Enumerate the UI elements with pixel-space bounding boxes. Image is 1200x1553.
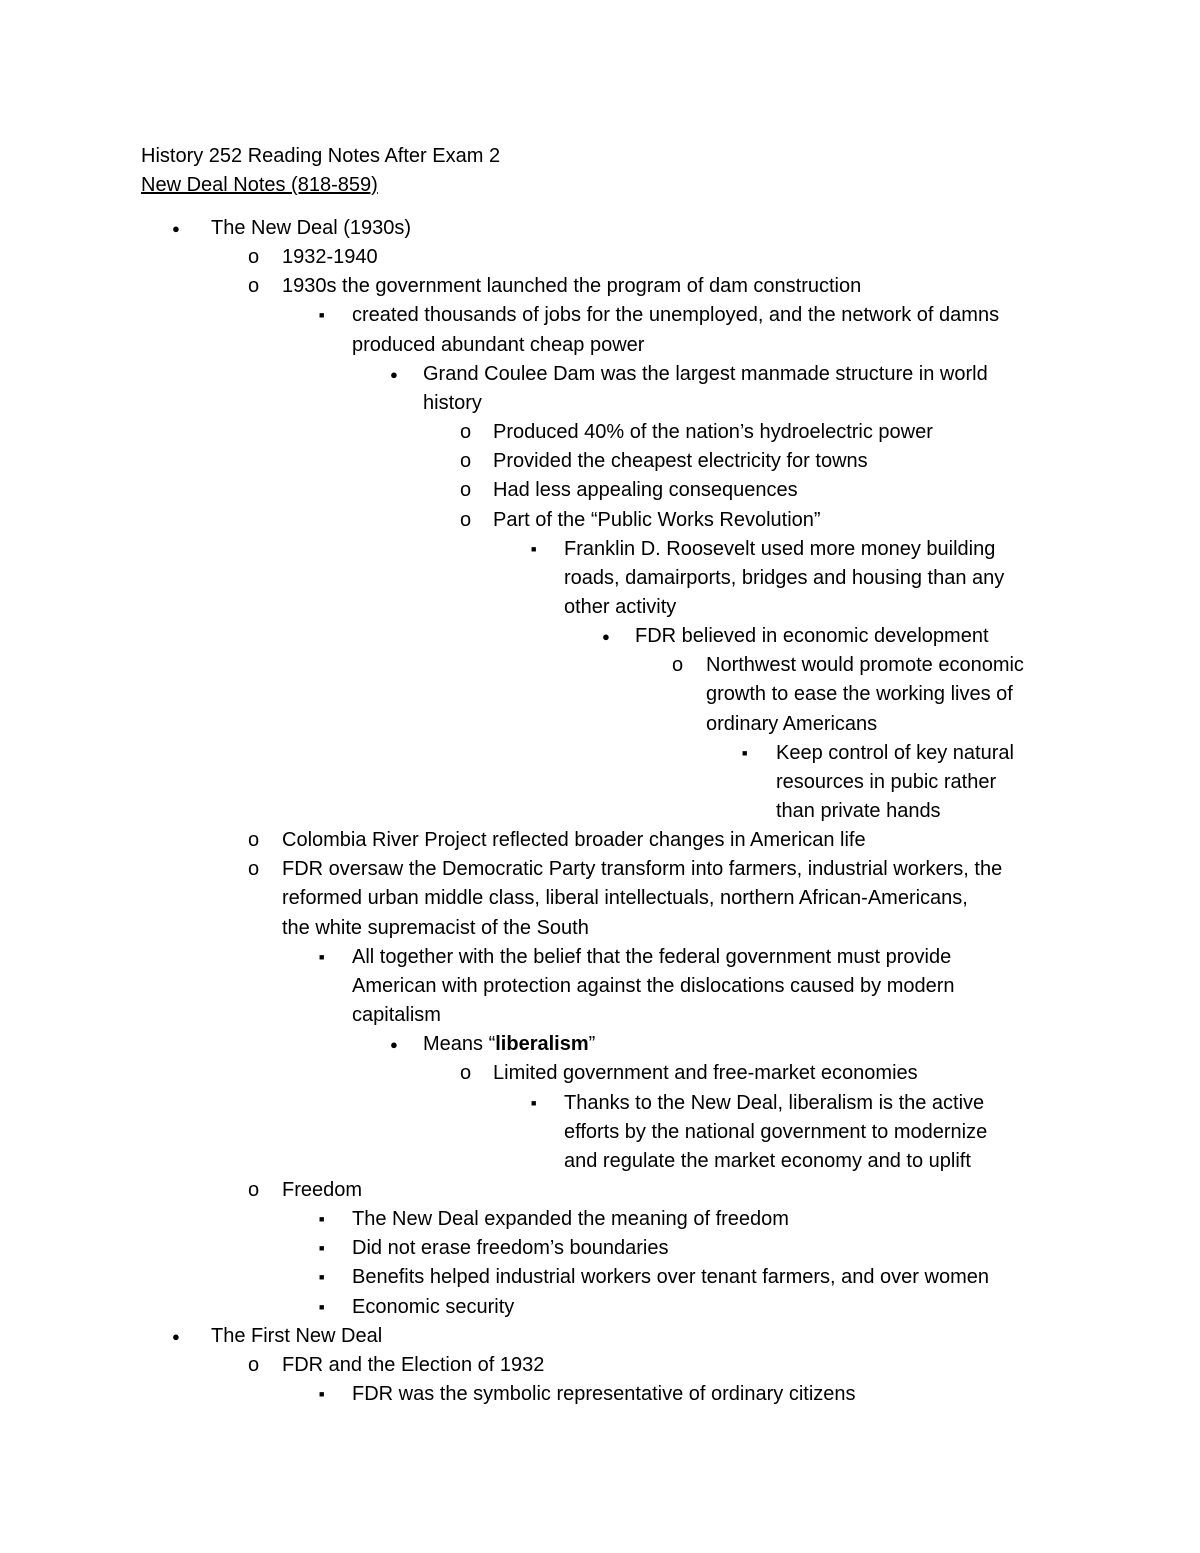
- line-text: All together with the belief that the federal government must provide: [352, 945, 952, 968]
- circle-bullet-icon: o: [248, 858, 260, 881]
- outline-line: [0, 1118, 1200, 1147]
- square-bullet-icon: ■: [319, 951, 325, 962]
- outline-line: [0, 739, 1200, 768]
- outline-text: [423, 1030, 595, 1059]
- square-bullet-icon: ■: [319, 310, 325, 321]
- outline-text: [493, 506, 821, 535]
- circle-bullet-icon: o: [460, 479, 472, 502]
- disc-bullet-icon: ●: [172, 221, 180, 236]
- disc-bullet-icon: ●: [602, 629, 610, 645]
- line-text: The First New Deal: [211, 1324, 383, 1347]
- line-text: reformed urban middle class, liberal intellectuals, northern African-Americans,: [282, 887, 968, 910]
- circle-bullet-icon: o: [248, 275, 260, 298]
- square-bullet-icon: ■: [319, 1272, 325, 1283]
- outline-line: [0, 651, 1200, 680]
- outline-line: [0, 564, 1200, 593]
- outline-line: [0, 1380, 1200, 1409]
- outline-text: [706, 651, 1024, 680]
- outline-text: [564, 1089, 984, 1118]
- outline-text: [493, 1059, 918, 1088]
- line-text: Economic security: [352, 1295, 515, 1318]
- outline-line: [0, 914, 1200, 943]
- outline-line: [0, 389, 1200, 418]
- line-text: Produced 40% of the nation’s hydroelectric power: [493, 421, 933, 444]
- outline-line: [0, 1147, 1200, 1176]
- outline-line: [0, 301, 1200, 330]
- line-text: Northwest would promote economic: [706, 654, 1024, 677]
- line-text: FDR oversaw the Democratic Party transform into farmers, industrial workers, the: [282, 858, 1003, 881]
- outline-text: [211, 1322, 382, 1351]
- outline-text: [564, 1118, 987, 1147]
- line-text: Part of the “Public Works Revolution”: [493, 508, 821, 531]
- outline-text: [282, 272, 861, 301]
- outline-line: [0, 710, 1200, 739]
- outline-text: [564, 593, 676, 622]
- outline-text: [423, 360, 988, 389]
- outline-line: [0, 272, 1200, 301]
- line-text: the white supremacist of the South: [282, 916, 589, 939]
- outline-text: [493, 476, 798, 505]
- line-text: Grand Coulee Dam was the largest manmade structure in world: [423, 362, 988, 385]
- outline-line: [0, 1234, 1200, 1263]
- line-text: Benefits helped industrial workers over tenant farmers, and over women: [352, 1266, 989, 1289]
- outline-line: [0, 331, 1200, 360]
- outline-text: [352, 301, 999, 330]
- outline-line: [0, 1351, 1200, 1380]
- line-text: Franklin D. Roosevelt used more money building: [564, 537, 996, 560]
- outline-text: [706, 680, 1013, 709]
- outline-text: [493, 418, 933, 447]
- outline-text: [282, 884, 968, 913]
- circle-bullet-icon: o: [672, 654, 684, 677]
- outline-text: [493, 447, 868, 476]
- line-text: The New Deal (1930s): [211, 217, 412, 239]
- outline-text: [776, 768, 996, 797]
- circle-bullet-icon: o: [248, 829, 260, 852]
- circle-bullet-icon: o: [460, 1062, 472, 1085]
- line-text: 1930s the government launched the program of dam construction: [282, 275, 862, 298]
- square-bullet-icon: ■: [319, 1301, 325, 1312]
- circle-bullet-icon: o: [248, 1178, 260, 1201]
- line-text: resources in pubic rather: [776, 770, 997, 793]
- document-subtitle: New Deal Notes (818-859): [141, 174, 378, 196]
- outline-text: [706, 710, 877, 739]
- outline-text: [352, 1234, 668, 1263]
- square-bullet-icon: ■: [742, 747, 748, 758]
- disc-bullet-icon: ●: [172, 1328, 180, 1344]
- outline-line: [0, 1205, 1200, 1234]
- line-text: Means “: [423, 1033, 496, 1056]
- line-text: and regulate the market economy and to uplift: [564, 1149, 971, 1172]
- line-text: FDR was the symbolic representative of ordinary citizens: [352, 1383, 856, 1405]
- outline-line: [0, 1263, 1200, 1292]
- outline-text: [352, 943, 951, 972]
- line-text: American with protection against the dislocations caused by modern: [352, 974, 955, 997]
- circle-bullet-icon: o: [460, 421, 472, 444]
- outline-text: [211, 214, 411, 243]
- outline-line: [0, 855, 1200, 884]
- circle-bullet-icon: o: [460, 508, 472, 531]
- outline-line: [0, 797, 1200, 826]
- line-text: history: [423, 391, 482, 414]
- line-text: FDR and the Election of 1932: [282, 1353, 545, 1376]
- outline-line: [0, 418, 1200, 447]
- outline-line: [0, 593, 1200, 622]
- line-text: capitalism: [352, 1004, 441, 1027]
- square-bullet-icon: ■: [531, 543, 537, 554]
- outline-line: [0, 768, 1200, 797]
- outline-line: [0, 476, 1200, 505]
- square-bullet-icon: ■: [531, 1097, 537, 1108]
- outline-text: [282, 855, 1002, 884]
- circle-bullet-icon: o: [460, 450, 472, 473]
- outline-line: [0, 447, 1200, 476]
- outline-text: [282, 1351, 544, 1380]
- emphasized-term: liberalism: [495, 1033, 589, 1056]
- outline-line: [0, 360, 1200, 389]
- line-text: other activity: [564, 595, 677, 618]
- line-text: produced abundant cheap power: [352, 333, 645, 356]
- outline-text: [635, 622, 989, 651]
- outline-line: [0, 1322, 1200, 1351]
- outline-line: [0, 972, 1200, 1001]
- outline-line: [0, 1293, 1200, 1322]
- outline-line: [0, 243, 1200, 272]
- line-text: Provided the cheapest electricity for towns: [493, 450, 868, 473]
- line-text: ordinary Americans: [706, 712, 878, 735]
- line-text: Had less appealing consequences: [493, 479, 798, 502]
- document-title: History 252 Reading Notes After Exam 2: [141, 145, 501, 167]
- outline-line: [0, 884, 1200, 913]
- line-text-suffix: ”: [588, 1033, 596, 1056]
- square-bullet-icon: ■: [319, 1389, 325, 1399]
- outline-line: [0, 1030, 1200, 1059]
- circle-bullet-icon: o: [248, 246, 260, 269]
- outline-text: [776, 739, 1014, 768]
- outline-line: [0, 1176, 1200, 1205]
- circle-bullet-icon: o: [248, 1353, 260, 1376]
- outline-text: [282, 826, 866, 855]
- line-text: Limited government and free-market economies: [493, 1062, 918, 1085]
- outline-text: [423, 389, 482, 418]
- line-text: created thousands of jobs for the unemployed, and the network of damns: [352, 304, 1000, 327]
- line-text: growth to ease the working lives of: [706, 683, 1013, 706]
- line-text: Keep control of key natural: [776, 741, 1014, 764]
- line-text: Thanks to the New Deal, liberalism is the active: [564, 1091, 985, 1114]
- outline-text: [282, 914, 589, 943]
- disc-bullet-icon: ●: [390, 1037, 398, 1053]
- disc-bullet-icon: ●: [390, 366, 398, 382]
- outline-text: [282, 243, 378, 272]
- line-text: 1932-1940: [282, 246, 378, 269]
- line-text: FDR believed in economic development: [635, 625, 989, 648]
- line-text: than private hands: [776, 800, 941, 822]
- outline-line: [0, 826, 1200, 855]
- outline-text: [564, 1147, 971, 1176]
- outline-text: [564, 564, 1004, 593]
- line-text: Freedom: [282, 1178, 363, 1201]
- line-text: Did not erase freedom’s boundaries: [352, 1237, 669, 1260]
- outline-text: [776, 797, 941, 826]
- outline-text: [352, 1205, 789, 1234]
- outline-line: [0, 1089, 1200, 1118]
- outline-line: [0, 622, 1200, 651]
- outline-text: [352, 1001, 441, 1030]
- outline-text: [282, 1176, 362, 1205]
- outline-line: [0, 506, 1200, 535]
- square-bullet-icon: ■: [319, 1243, 325, 1254]
- outline-text: [352, 1263, 989, 1292]
- outline-line: [0, 680, 1200, 709]
- outline-line: [0, 535, 1200, 564]
- outline-text: [352, 331, 644, 360]
- line-text: Colombia River Project reflected broader changes in American life: [282, 829, 866, 852]
- outline-text: [352, 972, 955, 1001]
- outline-line: [0, 1001, 1200, 1030]
- outline-text: [564, 535, 995, 564]
- outline-line: [0, 214, 1200, 243]
- outline-line: [0, 1059, 1200, 1088]
- line-text: The New Deal expanded the meaning of freedom: [352, 1208, 789, 1231]
- line-text: efforts by the national government to modernize: [564, 1120, 988, 1143]
- outline-text: [352, 1293, 514, 1322]
- outline-text: [352, 1380, 856, 1409]
- line-text: roads, damairports, bridges and housing than any: [564, 566, 1005, 589]
- square-bullet-icon: ■: [319, 1214, 325, 1225]
- outline-line: [0, 943, 1200, 972]
